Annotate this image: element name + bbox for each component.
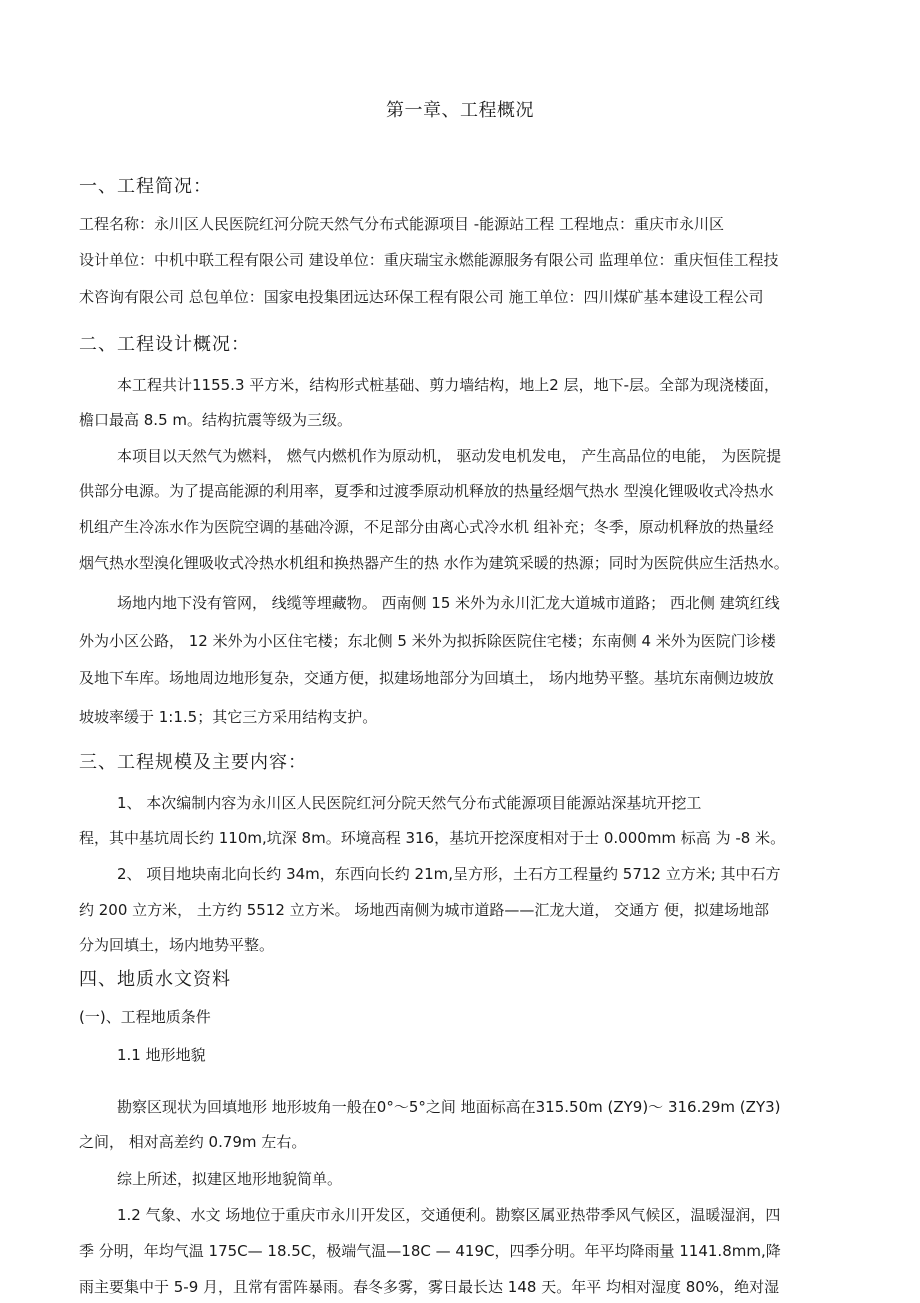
paragraph-line: 及地下车库。场地周边地形复杂，交通方便，拟建场地部分为回填土， 场内地势平整。基坑东南侧边坡放 — [79, 669, 774, 687]
paragraph-line: 设计单位：中机中联工程有限公司 建设单位：重庆瑞宝永燃能源服务有限公司 监理单位：重庆恒佳工程技 — [79, 251, 779, 269]
paragraph-line: 外为小区公路， 12 米外为小区住宅楼；东北侧 5 米外为拟拆除医院住宅楼；东南侧 4 米外为医院门诊楼 — [79, 632, 776, 650]
chapter-title: 第一章、工程概况 — [386, 100, 534, 121]
paragraph-line: 工程名称：永川区人民医院红河分院天然气分布式能源项目 -能源站工程 工程地点：重庆市永川区 — [79, 215, 724, 233]
paragraph-line: 烟气热水型溴化锂吸收式冷热水机组和换热器产生的热 水作为建筑采暖的热源；同时为医院供应生活热水。 — [79, 554, 789, 572]
section-heading-1: 一、工程简况： — [79, 176, 212, 197]
paragraph-line: 季 分明，年均气温 175C— 18.5C，极端气温—18C — 419C，四季分明。年平均降雨量 1141.8mm,降 — [79, 1242, 781, 1260]
section-heading-3: 三、工程规模及主要内容： — [79, 752, 307, 773]
paragraph-line: 本工程共计1155.3 平方米，结构形式桩基础、剪力墙结构，地上2 层，地下-层。全部为现浇楼面， — [117, 376, 779, 394]
paragraph-line: 机组产生冷冻水作为医院空调的基础冷源，不足部分由离心式冷水机 组补充；冬季，原动机释放的热量经 — [79, 518, 774, 536]
paragraph-line: 坡坡率缓于 1:1.5；其它三方采用结构支护。 — [79, 708, 378, 726]
section-heading-4: 四、地质水文资料 — [79, 969, 231, 990]
subsection-heading: 1.1 地形地貌 — [117, 1046, 206, 1064]
section-heading-2: 二、工程设计概况： — [79, 334, 250, 355]
paragraph-line: 综上所述，拟建区地形地貌简单。 — [117, 1170, 343, 1188]
paragraph-line: 1.2 气象、水文 场地位于重庆市永川开发区，交通便利。勘察区属亚热带季风气候区，温暖湿润，四 — [117, 1206, 781, 1224]
paragraph-line: 之间， 相对高差约 0.79m 左右。 — [79, 1133, 307, 1151]
paragraph-line: 2、 项目地块南北向长约 34m，东西向长约 21m,呈方形，土石方工程量约 5712 立方米; 其中石方 — [117, 865, 781, 883]
paragraph-line: 程，其中基坑周长约 110m,坑深 8m。环境高程 316，基坑开挖深度相对于士 0.000mm 标高 为 -8 米。 — [79, 829, 786, 847]
paragraph-line: 约 200 立方米， 土方约 5512 立方米。 场地西南侧为城市道路——汇龙大道， 交通方 便，拟建场地部 — [79, 901, 769, 919]
paragraph-line: 勘察区现状为回填地形 地形坡角一般在0°～5°之间 地面标高在315.50m (ZY9)～ 316.29m (ZY3) — [117, 1098, 781, 1116]
paragraph-line: 场地内地下没有管网， 线缆等埋藏物。 西南侧 15 米外为永川汇龙大道城市道路； 西北侧 建筑红线 — [117, 594, 780, 612]
paragraph-line: 供部分电源。为了提高能源的利用率，夏季和过渡季原动机释放的热量经烟气热水 型溴化锂吸收式冷热水 — [79, 482, 774, 500]
paragraph-line: 本项目以天然气为燃料， 燃气内燃机作为原动机， 驱动发电机发电， 产生高品位的电能， 为医院提 — [117, 447, 782, 465]
paragraph-line: 雨主要集中于 5-9 月，且常有雷阵暴雨。春冬多雾，雾日最长达 148 天。年平 均相对湿度 80%，绝对湿 — [79, 1278, 780, 1296]
paragraph-line: 术咨询有限公司 总包单位：国家电投集团远达环保工程有限公司 施工单位：四川煤矿基本建设工程公司 — [79, 288, 764, 306]
paragraph-line: 分为回填土，场内地势平整。 — [79, 936, 275, 954]
paragraph-line: 檐口最高 8.5 m。结构抗震等级为三级。 — [79, 411, 353, 429]
paragraph-line: 1、 本次编制内容为永川区人民医院红河分院天然气分布式能源项目能源站深基坑开挖工 — [117, 794, 702, 812]
subsection-heading: (一)、工程地质条件 — [79, 1008, 211, 1026]
